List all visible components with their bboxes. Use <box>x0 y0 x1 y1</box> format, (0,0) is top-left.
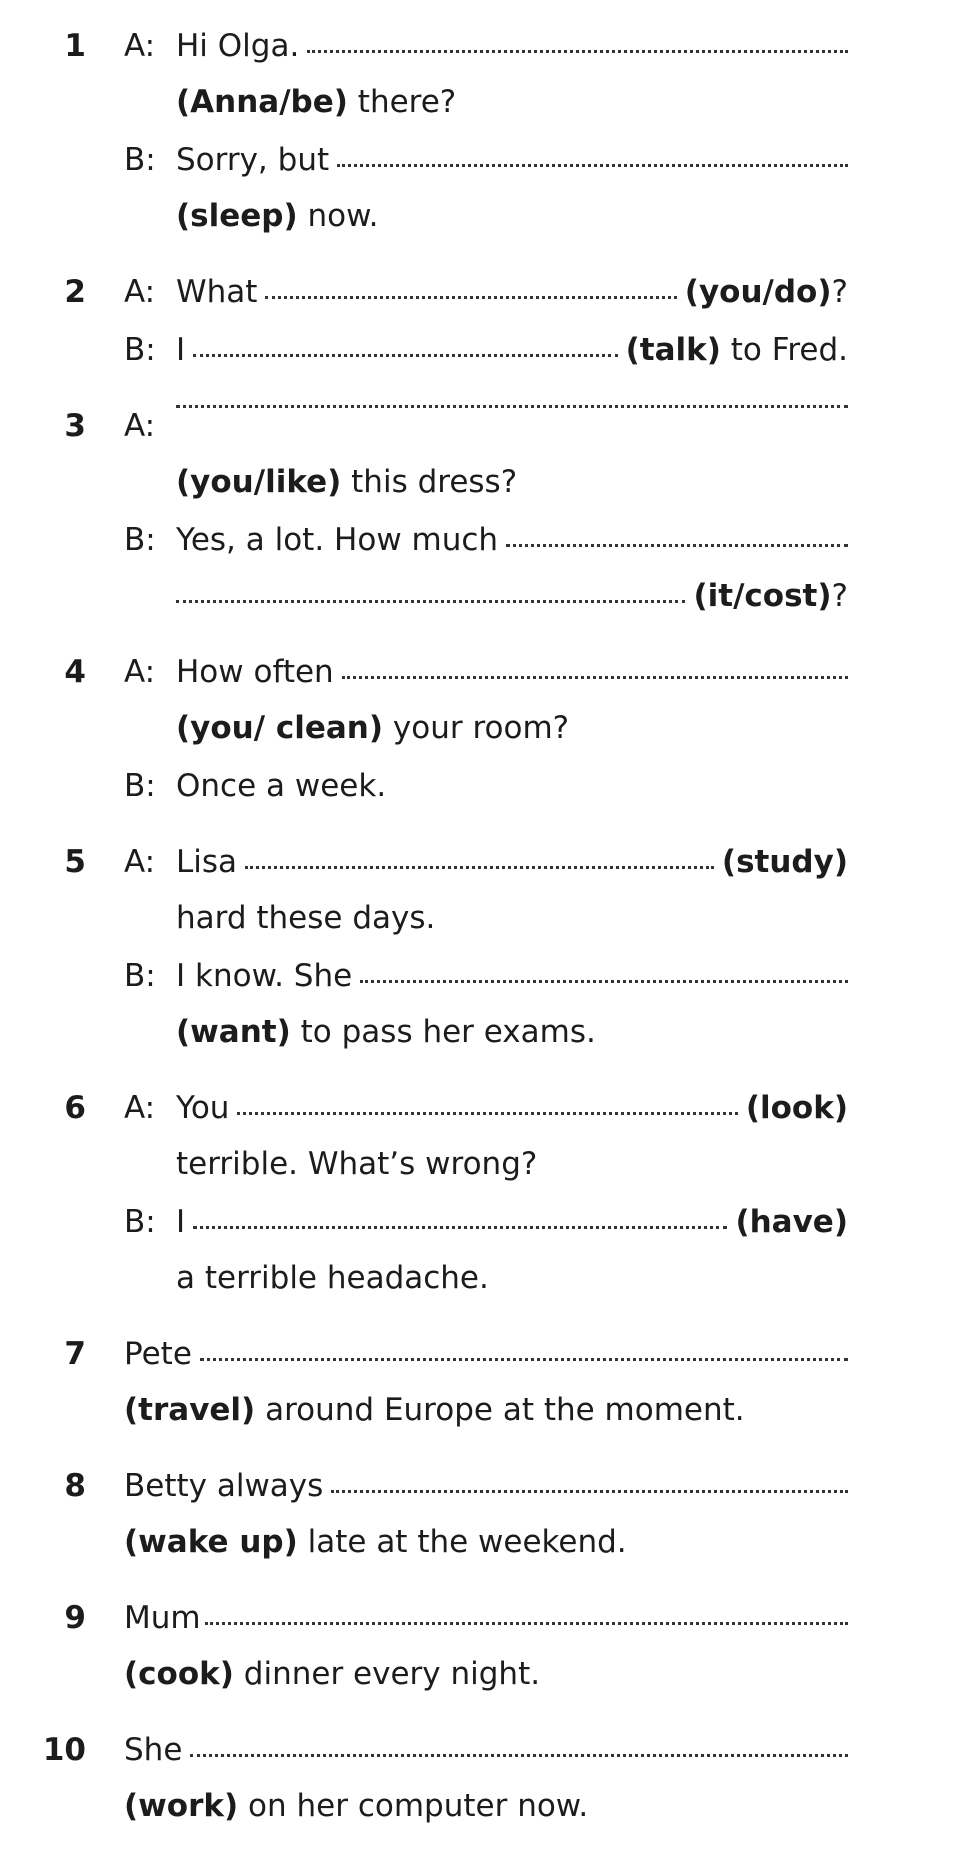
verb-cue: (cook) <box>124 1656 234 1692</box>
speaker-label: A: <box>124 1090 156 1126</box>
speaker-label: B: <box>124 522 156 558</box>
verb-cue: (talk) <box>625 332 721 368</box>
prompt-text: Mum <box>124 1600 201 1636</box>
verb-cue: (sleep) <box>176 198 298 234</box>
punctuation: ? <box>831 578 848 614</box>
item-number: 8 <box>64 1468 86 1504</box>
exercise-line <box>124 1656 540 1692</box>
answer-blank[interactable] <box>205 1622 848 1625</box>
exercise-line <box>176 654 848 690</box>
speaker-label: B: <box>124 1204 156 1240</box>
item-number: 1 <box>64 28 86 64</box>
answer-blank[interactable] <box>342 676 848 679</box>
answer-blank[interactable] <box>307 50 848 53</box>
exercise-line <box>176 710 569 746</box>
verb-cue: (you/do) <box>684 274 832 310</box>
verb-cue: (have) <box>735 1204 848 1240</box>
exercise-line <box>176 844 848 880</box>
prompt-text: How often <box>176 654 334 690</box>
verb-cue: (look) <box>745 1090 848 1126</box>
prompt-text: to pass her exams. <box>300 1014 596 1050</box>
speaker-label: A: <box>124 844 156 880</box>
exercise-line <box>176 84 456 120</box>
item-number: 10 <box>42 1732 86 1768</box>
prompt-text: You <box>176 1090 230 1126</box>
verb-cue: (you/like) <box>176 464 342 500</box>
item-number: 3 <box>64 408 86 444</box>
prompt-text: a terrible headache. <box>176 1260 489 1296</box>
exercise-line <box>176 958 848 994</box>
item-number: 6 <box>64 1090 86 1126</box>
exercise-line <box>124 1468 848 1504</box>
exercise-line <box>176 464 517 500</box>
exercise-line <box>124 1788 588 1824</box>
exercise-line <box>176 408 848 411</box>
prompt-text: on her computer now. <box>248 1788 589 1824</box>
verb-cue: (Anna/be) <box>176 84 348 120</box>
prompt-text: terrible. What’s wrong? <box>176 1146 538 1182</box>
answer-blank[interactable] <box>237 1112 737 1115</box>
prompt-text: hard these days. <box>176 900 436 936</box>
exercise-line <box>124 1392 745 1428</box>
exercise-line <box>124 1524 627 1560</box>
answer-blank[interactable] <box>176 405 848 408</box>
answer-blank[interactable] <box>193 1226 727 1229</box>
speaker-label: B: <box>124 958 156 994</box>
item-number: 2 <box>64 274 86 310</box>
answer-blank[interactable] <box>265 296 676 299</box>
answer-blank[interactable] <box>245 866 714 869</box>
prompt-text: I <box>176 1204 186 1240</box>
answer-blank[interactable] <box>337 164 848 167</box>
answer-blank[interactable] <box>506 544 848 547</box>
prompt-text: Betty always <box>124 1468 324 1504</box>
prompt-text: Once a week. <box>176 768 387 804</box>
speaker-label: A: <box>124 654 156 690</box>
speaker-label: A: <box>124 408 156 444</box>
exercise-line <box>124 1732 848 1768</box>
prompt-text: Hi Olga. <box>176 28 300 64</box>
item-number: 9 <box>64 1600 86 1636</box>
prompt-text: now. <box>307 198 379 234</box>
exercise-line <box>176 198 379 234</box>
answer-blank[interactable] <box>190 1754 848 1757</box>
prompt-text: Sorry, but <box>176 142 330 178</box>
exercise-line <box>176 1014 596 1050</box>
exercise-line <box>124 1336 848 1372</box>
exercise-line <box>176 522 848 558</box>
verb-cue: (wake up) <box>124 1524 298 1560</box>
speaker-label: B: <box>124 332 156 368</box>
prompt-text: I know. She <box>176 958 353 994</box>
punctuation: ? <box>831 274 848 310</box>
prompt-text: dinner every night. <box>243 1656 541 1692</box>
exercise-line <box>176 142 848 178</box>
verb-cue: (you/ clean) <box>176 710 384 746</box>
prompt-text: around Europe at the moment. <box>265 1392 745 1428</box>
prompt-text: What <box>176 274 258 310</box>
exercise-line <box>176 1204 848 1240</box>
verb-cue: (study) <box>721 844 848 880</box>
verb-cue: (want) <box>176 1014 291 1050</box>
prompt-text: your room? <box>392 710 570 746</box>
answer-blank[interactable] <box>200 1358 848 1361</box>
prompt-text: Pete <box>124 1336 192 1372</box>
prompt-text: late at the weekend. <box>307 1524 627 1560</box>
exercise-line <box>176 274 848 310</box>
exercise-line <box>176 332 848 368</box>
item-number: 5 <box>64 844 86 880</box>
prompt-text: to Fred. <box>730 332 848 368</box>
answer-blank[interactable] <box>176 600 685 603</box>
verb-cue: (work) <box>124 1788 239 1824</box>
answer-blank[interactable] <box>193 354 617 357</box>
prompt-text: I <box>176 332 186 368</box>
prompt-text: there? <box>357 84 457 120</box>
verb-cue: (travel) <box>124 1392 256 1428</box>
speaker-label: A: <box>124 28 156 64</box>
speaker-label: B: <box>124 142 156 178</box>
prompt-text: Yes, a lot. How much <box>176 522 499 558</box>
answer-blank[interactable] <box>360 980 848 983</box>
prompt-text: She <box>124 1732 183 1768</box>
item-number: 4 <box>64 654 86 690</box>
exercise-line <box>124 1600 848 1636</box>
prompt-text: this dress? <box>351 464 518 500</box>
exercise-line <box>176 578 848 614</box>
exercise-line <box>176 28 848 64</box>
answer-blank[interactable] <box>331 1490 848 1493</box>
item-number: 7 <box>64 1336 86 1372</box>
speaker-label: B: <box>124 768 156 804</box>
speaker-label: A: <box>124 274 156 310</box>
prompt-text: Lisa <box>176 844 238 880</box>
verb-cue: (it/cost) <box>693 578 832 614</box>
exercise-line <box>176 1090 848 1126</box>
